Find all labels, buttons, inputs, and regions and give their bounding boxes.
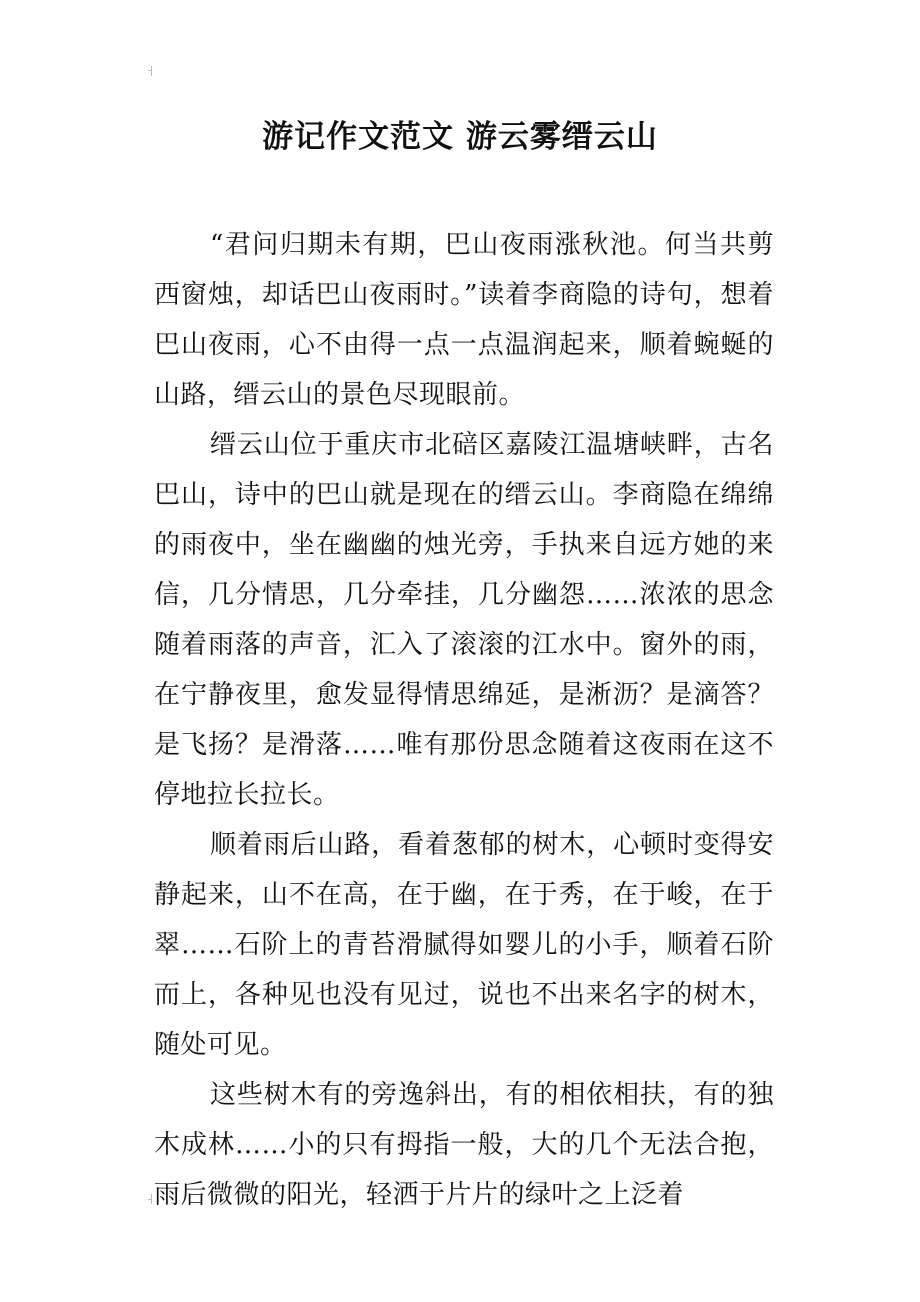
corner-crop-mark <box>148 66 156 76</box>
paragraph-3: 顺着雨后山路，看着葱郁的树木，心顿时变得安静起来，山不在高，在于幽，在于秀，在于峻，在于翠……石阶上的青苔滑腻得如婴儿的小手，顺着石阶而上，各种见也没有见过，说也不出来名字的树木，随处可见。 <box>154 830 774 1060</box>
document-title: 游记作文范文 游云雾缙云山 <box>262 119 658 155</box>
paragraph-2: 缙云山位于重庆市北碚区嘉陵江温塘峡畔，古名巴山，诗中的巴山就是现在的缙云山。李商隐在绵绵的雨夜中，坐在幽幽的烛光旁，手执来自远方她的来信，几分情思，几分牵挂，几分幽怨……浓浓的思念随着雨落的声音，汇入了滚滚的江水中。窗外的雨，在宁静夜里，愈发显得情思绵延，是淅沥？是滴答？是飞扬？是滑落……唯有那份思念随着这夜雨在这不停地拉长拉长。 <box>154 430 774 810</box>
paragraph-4: 这些树木有的旁逸斜出，有的相依相扶，有的独木成林……小的只有拇指一般，大的几个无法合抱，雨后微微的阳光，轻洒于片片的绿叶之上泛着 <box>154 1080 774 1210</box>
document-body <box>154 220 774 1220</box>
corner-crop-mark <box>148 1194 156 1204</box>
paragraph-1: “君问归期未有期，巴山夜雨涨秋池。何当共剪西窗烛，却话巴山夜雨时。”读着李商隐的诗句，想着巴山夜雨，心不由得一点一点温润起来，顺着蜿蜒的山路，缙云山的景色尽现眼前。 <box>154 230 774 410</box>
